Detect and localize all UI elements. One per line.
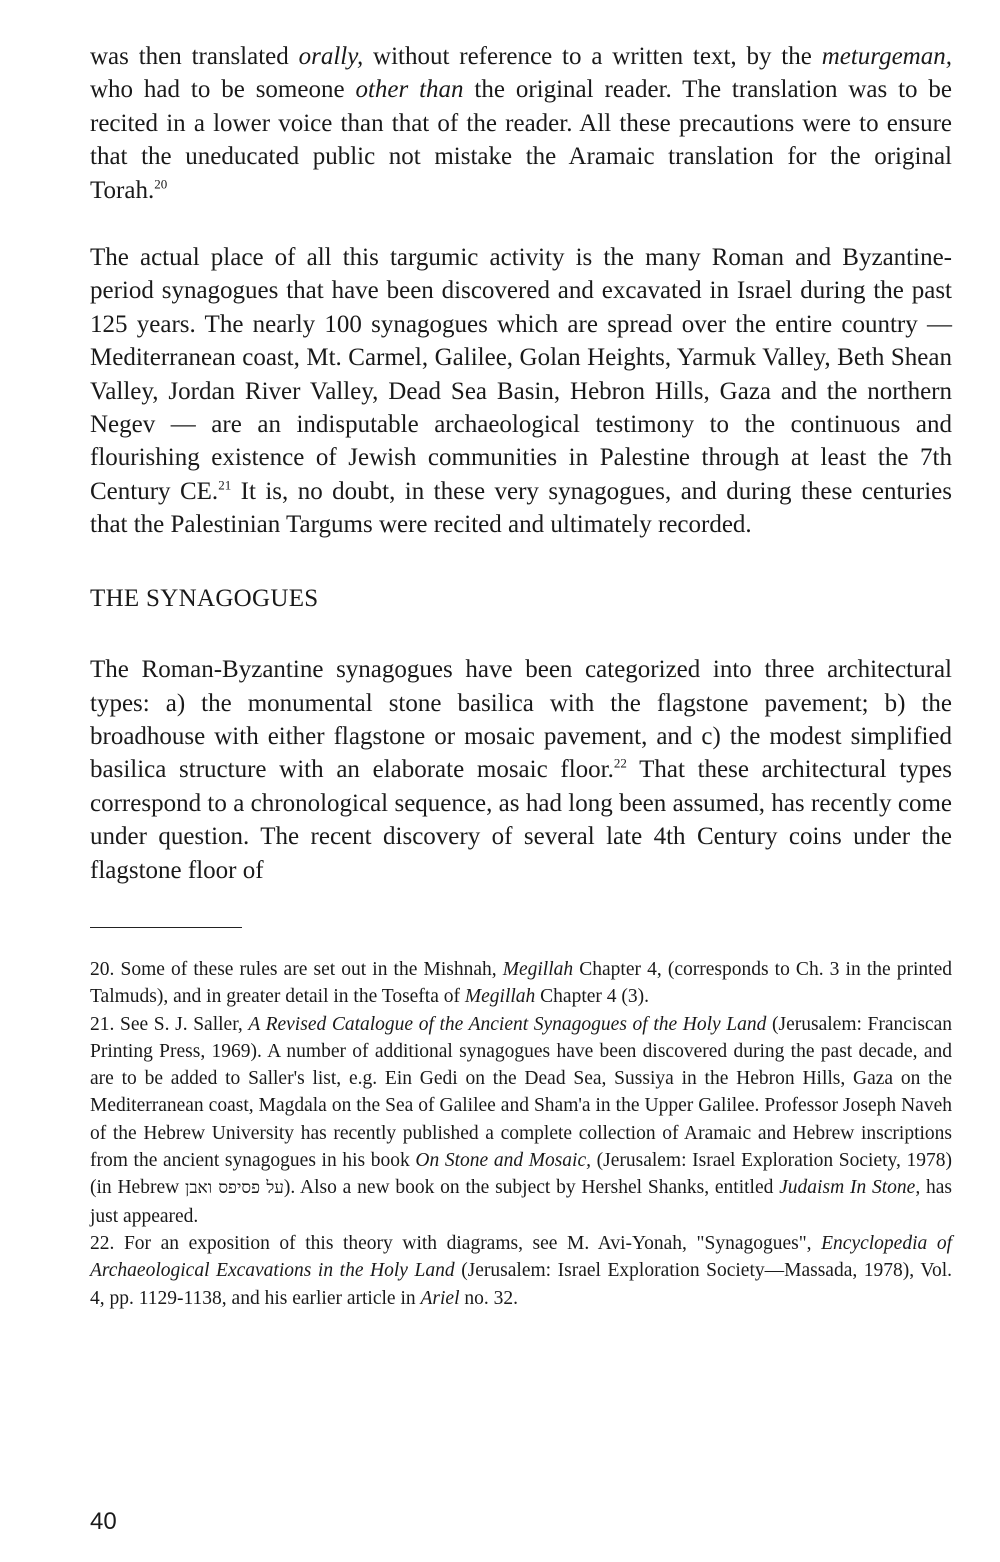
text-run: (Jerusalem: Israel Exploration Society, 1978) (in Hebrew [90, 1150, 952, 1199]
text-run: 22. For an exposition of this theory with diagrams, see M. Avi-Yonah, "Synagogues", [90, 1232, 822, 1254]
italic-text: Ariel [420, 1287, 460, 1309]
text-run: (Jerusalem: Franciscan Printing Press, 1969). A number of additional synagogues have been discovered during the past decade, and are to be added to Saller's list, e.g. Ein Gedi on the Dead Sea, Sussiya in the Hebron Hills, Gaza on the Mediterranean coast, Magdala on the Sea of Galilee and Sham'a in the Upper Galilee. Professor Joseph Naveh of the Hebrew University has recently published a complete collection of Aramaic and Hebrew inscriptions from the ancient synagogues in his book [90, 1013, 952, 1172]
italic-text: Encyclopedia of Archaeological Excavations in the Holy Land [90, 1232, 952, 1282]
text-run: without reference to a written text, by the [363, 43, 822, 70]
text-run: The Roman-Byzantine synagogues have been categorized into three architectural types: a) the monumental stone basilica with the flagstone pavement; b) the broadhouse with either flagstone or mosaic pavement, and c) the modest simplified basilica structure with an elaborate mosaic floor. [90, 656, 952, 784]
text-run: ). Also a new book on the subject by Hershel Shanks, entitled [283, 1177, 780, 1199]
text-run: That these architectural types correspond to a chronological sequence, as had long been assumed, has recently come under question. The recent discovery of several late 4th Century coins under the flagstone floor of [90, 756, 952, 884]
hebrew-title: על פסיפס ואבן [184, 1178, 284, 1199]
italic-text: Megillah [464, 986, 536, 1008]
footnote-ref: 22 [613, 755, 627, 771]
text-run: (Jerusalem: Israel Exploration Society—Massada, 1978), Vol. 4, pp. 1129-1138, and his earlier article in [90, 1260, 952, 1309]
footnote-divider [90, 927, 242, 928]
section-heading: THE SYNAGOGUES [90, 584, 319, 612]
text-run: was then translated [90, 43, 299, 70]
italic-text: A Revised Catalogue of the Ancient Synagogues of the Holy Land [248, 1013, 767, 1035]
page-content [90, 40, 952, 1312]
footnote-ref: 20 [154, 176, 168, 192]
body-paragraph-1 [90, 40, 952, 207]
footnote-21 [90, 1011, 952, 1230]
body-paragraph-3 [90, 653, 952, 887]
italic-text: other than [355, 76, 464, 104]
italic-text: meturgeman, [821, 43, 952, 70]
text-run: 21. See S. J. Saller, [90, 1013, 249, 1035]
text-run: Chapter 4 (3). [535, 986, 649, 1008]
footnote-20 [90, 956, 952, 1011]
footnote-ref: 21 [218, 477, 232, 493]
footnotes [90, 956, 952, 1312]
text-run: has just appeared. [90, 1177, 952, 1227]
text-run: It is, no doubt, in these very synagogues, and during these centuries that the Palestinian Targums were recited and ultimately recorded. [90, 477, 952, 539]
text-run: 20. Some of these rules are set out in the Mishnah, [90, 958, 503, 980]
italic-text: orally, [298, 43, 364, 70]
text-run: Chapter 4, (corresponds to Ch. 3 in the printed Talmuds), and in greater detail in the Tosefta of [90, 958, 952, 1008]
text-run: the original reader. The translation was to be recited in a lower voice than that of the reader. All these precautions were to ensure that the uneducated public not mistake the Aramaic translation for the original Torah. [90, 76, 952, 204]
text-run: no. 32. [459, 1287, 519, 1309]
italic-text: Megillah [502, 958, 574, 980]
italic-text: On Stone and Mosaic, [415, 1150, 591, 1172]
text-run: who had to be someone [90, 76, 356, 104]
text-run: The actual place of all this targumic activity is the many Roman and Byzantine-period synagogues that have been discovered and excavated in Israel during the past 125 years. The nearly 100 synagogues which are spread over the entire country — Mediterranean coast, Mt. Carmel, Galilee, Golan Heights, Yarmuk Valley, Beth Shean Valley, Jordan River Valley, Dead Sea Basin, Hebron Hills, Gaza and the northern Negev — are an indisputable archaeological testimony to the continuous and flourishing existence of Jewish communities in Palestine through at least the 7th Century CE. [90, 244, 952, 505]
page-number: 40 [90, 1508, 117, 1535]
body-paragraph-2 [90, 241, 952, 542]
footnote-22 [90, 1230, 952, 1312]
italic-text: Judaism In Stone, [779, 1177, 921, 1199]
